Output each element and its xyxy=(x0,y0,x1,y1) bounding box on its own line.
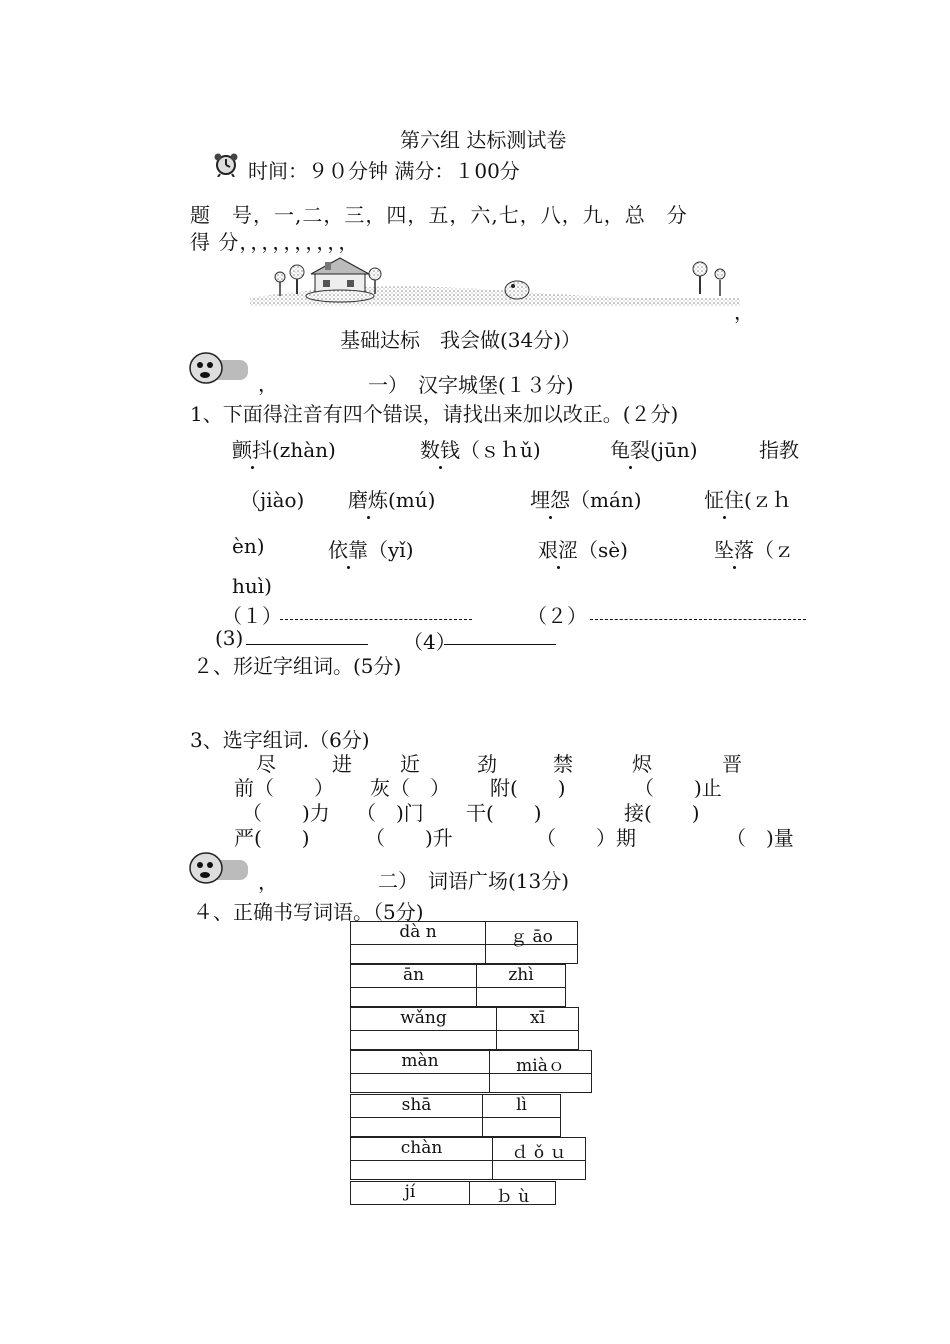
q1-pinyin: （jiào) xyxy=(240,488,305,512)
q3-char: 尽 xyxy=(256,752,276,776)
pinyin-cell: màn xyxy=(350,1050,490,1074)
q1-word: 艰涩 xyxy=(538,534,578,563)
answer-label-1: （１） xyxy=(222,604,282,628)
pinyin-cell: wǎng xyxy=(350,1007,497,1031)
q3-blank[interactable]: （ )升 xyxy=(365,826,453,850)
q1-word: 依靠 xyxy=(328,534,368,563)
q1-pinyin: （mán) xyxy=(570,488,642,512)
q2-prompt: ２、形近字组词。(5分) xyxy=(193,654,402,678)
section2-title: 二） 词语广场(13分) xyxy=(378,869,570,893)
landscape-illustration xyxy=(245,250,745,312)
q3-blank[interactable]: 附( ) xyxy=(490,776,566,800)
q1-item xyxy=(328,534,414,563)
answer-box[interactable] xyxy=(350,945,486,964)
answer-blank-4[interactable] xyxy=(444,628,556,649)
q1-pinyin: (jūn) xyxy=(650,438,698,462)
q4-row xyxy=(350,921,578,964)
q3-char: 进 xyxy=(332,752,352,776)
answer-box[interactable] xyxy=(350,1031,497,1050)
q1-pinyin: （yǐ) xyxy=(368,538,414,562)
q1-item xyxy=(232,434,336,463)
answer-box[interactable] xyxy=(350,988,477,1007)
q4-row xyxy=(350,1181,556,1205)
answer-blank-2[interactable] xyxy=(590,603,806,624)
pinyin-cell: ｂ ù xyxy=(470,1181,556,1205)
q3-blank[interactable]: 严( ) xyxy=(234,826,310,850)
pinyin-cell: xī xyxy=(497,1007,579,1031)
part1-title: 基础达标 我会做(34分)） xyxy=(340,328,582,352)
pinyin-cell: shā xyxy=(350,1094,483,1118)
answer-box[interactable] xyxy=(483,1118,561,1137)
page-title: 第六组 达标测试卷 xyxy=(400,128,567,152)
answer-label-3: (3) xyxy=(215,626,244,650)
answer-box[interactable] xyxy=(497,1031,579,1050)
q1-word: 磨炼 xyxy=(348,484,388,513)
answer-box[interactable] xyxy=(350,1161,493,1180)
q1-word: 龟裂 xyxy=(610,434,650,463)
q3-char: 近 xyxy=(400,752,420,776)
answer-box[interactable] xyxy=(490,1074,592,1093)
sheep-mascot-icon xyxy=(188,350,250,386)
q3-blank[interactable]: （ )量 xyxy=(726,826,794,850)
q1-word: 坠落 xyxy=(714,534,754,563)
q3-blank[interactable]: 干( ) xyxy=(466,801,542,825)
q1-item xyxy=(348,484,435,513)
q1-word: 埋怨 xyxy=(530,484,570,513)
q1-item xyxy=(530,484,642,513)
time-info: 时间：９０分钟 满分：１00分 xyxy=(248,159,520,183)
pinyin-cell: miàｏ xyxy=(490,1050,592,1074)
sheep-mascot-icon xyxy=(188,850,250,886)
score-row-header: 题 号，一,二，三，四，五，六,七，八，九，总 分 xyxy=(190,203,688,227)
pinyin-cell: jí xyxy=(350,1181,470,1205)
alarm-clock-icon xyxy=(212,151,240,177)
pinyin-cell: chàn xyxy=(350,1137,493,1161)
answer-box[interactable] xyxy=(493,1161,586,1180)
answer-blank-3[interactable] xyxy=(246,628,368,649)
q4-row xyxy=(350,1007,579,1050)
q1-pinyin: （ｚ xyxy=(754,538,794,562)
q1-prompt: 1、下面得注音有四个错误，请找出来加以改正。(２分) xyxy=(190,402,679,426)
q4-prompt: ４、正确书写词语。（5分) xyxy=(193,900,424,924)
q1-pinyin: èn) xyxy=(232,534,265,558)
q1-word: 颤抖 xyxy=(232,434,272,463)
q4-row xyxy=(350,1137,586,1180)
section1-title: 一） 汉字城堡(１３分) xyxy=(368,373,574,397)
q1-word: 数钱 xyxy=(420,434,460,463)
answer-label-4: （4） xyxy=(403,630,456,654)
answer-box[interactable] xyxy=(486,945,578,964)
answer-box[interactable] xyxy=(350,1118,483,1137)
q1-pinyin: huì) xyxy=(232,574,272,598)
q3-prompt: 3、选字组词.（6分) xyxy=(190,728,370,752)
divider-comma: ， xyxy=(734,300,754,324)
q3-blank[interactable]: （ ）期 xyxy=(536,826,636,850)
q1-item xyxy=(759,434,799,463)
answer-box[interactable] xyxy=(477,988,566,1007)
pinyin-cell: ｄ ǒ ｕ xyxy=(493,1137,586,1161)
q1-item xyxy=(704,484,792,513)
q3-blank[interactable]: 接( ) xyxy=(624,801,700,825)
section1-comma: ， xyxy=(258,372,278,396)
q3-char: 禁 xyxy=(553,752,573,776)
q1-item xyxy=(538,534,628,563)
q1-item xyxy=(420,434,541,463)
answer-blank-1[interactable] xyxy=(280,603,472,624)
q3-blank[interactable]: 灰（ ） xyxy=(370,776,450,800)
q1-pinyin: （sè) xyxy=(578,538,628,562)
q3-blank[interactable]: （ )止 xyxy=(634,776,722,800)
q4-row xyxy=(350,964,566,1007)
score-row-values: 得 分，，，，，，，，，， xyxy=(190,230,360,254)
q1-word: 怔住 xyxy=(704,484,744,513)
q1-pinyin: (ｚｈ xyxy=(744,488,792,512)
pinyin-cell: zhì xyxy=(477,964,566,988)
q4-row xyxy=(350,1094,561,1137)
q1-pinyin: （ｓｈǔ) xyxy=(460,438,541,462)
q1-word: 指教 xyxy=(759,438,799,462)
pinyin-cell: ān xyxy=(350,964,477,988)
q1-item xyxy=(714,534,794,563)
q3-char: 劲 xyxy=(477,752,497,776)
answer-label-2: （２） xyxy=(527,604,587,628)
q1-pinyin: (zhàn) xyxy=(272,438,336,462)
section2-comma: ， xyxy=(258,870,278,894)
q4-row xyxy=(350,1050,592,1093)
answer-box[interactable] xyxy=(350,1074,490,1093)
pinyin-cell: lì xyxy=(483,1094,561,1118)
q1-pinyin: (mú) xyxy=(388,488,436,512)
q3-blank[interactable]: （ )门 xyxy=(356,801,424,825)
q1-item xyxy=(610,434,698,463)
q3-char: 晋 xyxy=(722,752,742,776)
pinyin-cell: ｇ āo xyxy=(486,921,578,945)
q3-char: 烬 xyxy=(632,752,652,776)
q3-blank[interactable]: （ )力 xyxy=(242,801,330,825)
q3-blank[interactable]: 前（ ） xyxy=(234,776,334,800)
pinyin-cell: dà n xyxy=(350,921,486,945)
